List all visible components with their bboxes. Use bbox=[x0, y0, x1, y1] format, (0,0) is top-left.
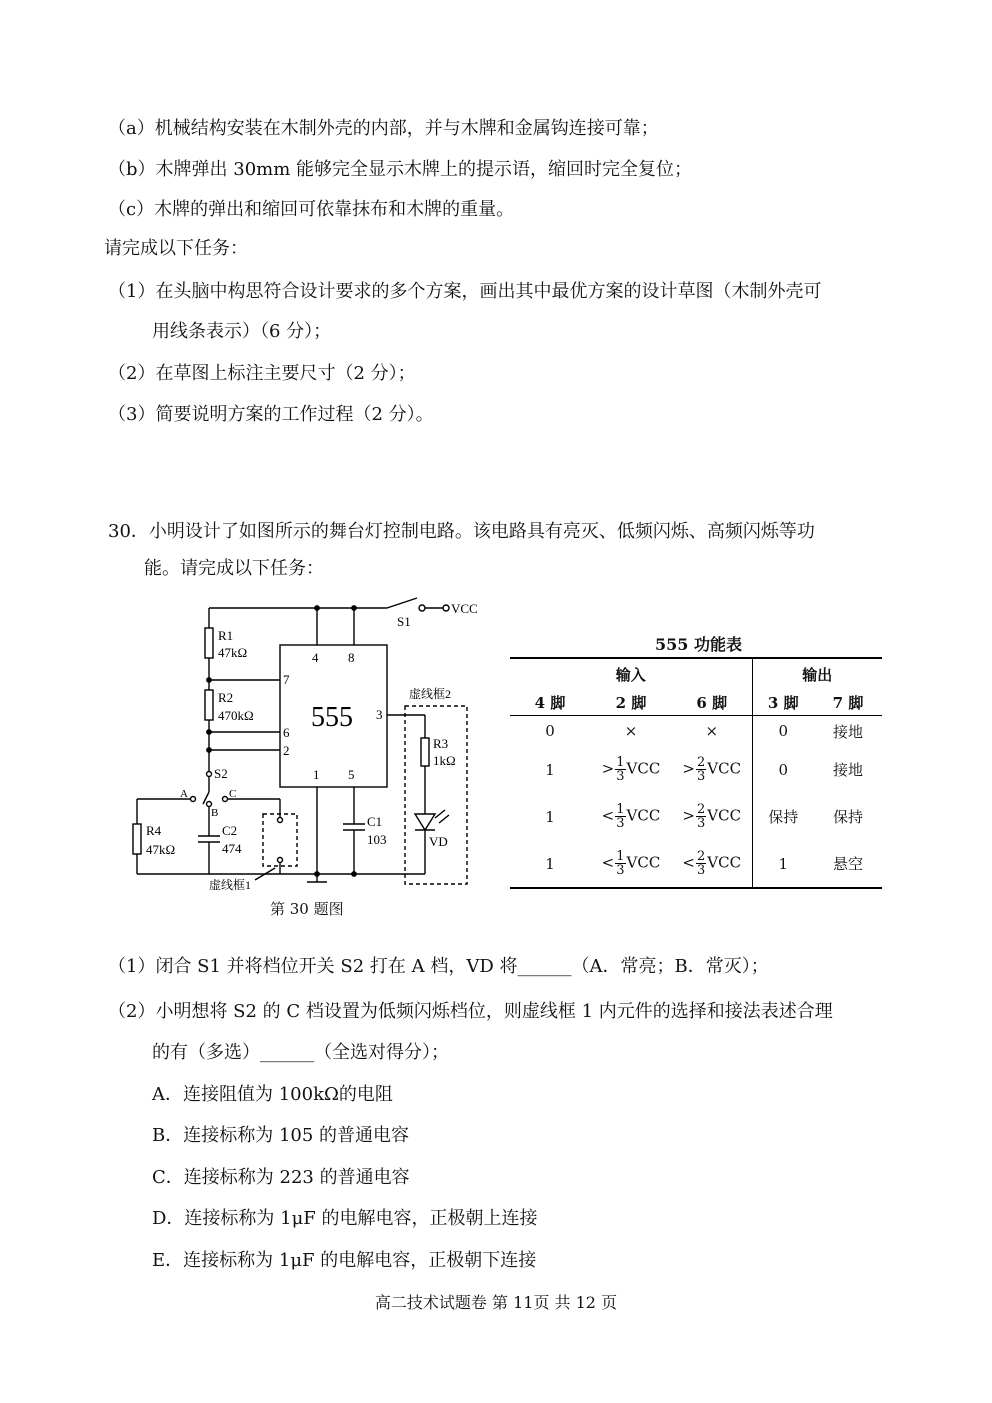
cell-pin4: 1 bbox=[545, 760, 555, 779]
cell-pin7: 接地 bbox=[832, 761, 863, 779]
option-a: A．连接阻值为 100kΩ的电阻 bbox=[152, 1084, 393, 1105]
cell-pin2: < $\frac{1}{3}$ VCC bbox=[590, 840, 672, 888]
header-pin2: 2 脚 bbox=[590, 689, 672, 716]
ic-555-label: 555 bbox=[311, 702, 353, 733]
cell-pin7: 悬空 bbox=[814, 840, 882, 888]
r4-value: 47kΩ bbox=[146, 842, 176, 857]
r3-label: R3 bbox=[433, 736, 449, 751]
cell-pin6: > $\frac{2}{3}$ VCC bbox=[672, 793, 752, 840]
r2-label: R2 bbox=[218, 690, 234, 705]
cell-pin7: 保持 bbox=[832, 808, 863, 826]
sub-question-2: （2）小明想将 S2 的 C 档设置为低频闪烁档位，则虚线框 1 内元件的选择和接法表述合理 bbox=[108, 1001, 833, 1022]
c2-label: C2 bbox=[222, 823, 238, 838]
cell-pin6: × bbox=[672, 716, 752, 747]
cell-pin4: 0 bbox=[545, 722, 555, 740]
s2-pos-a: A bbox=[180, 788, 188, 800]
requirement-a: （a）机械结构安装在木制外壳的内部，并与木牌和金属钩连接可靠； bbox=[108, 118, 659, 139]
s2-label: S2 bbox=[214, 766, 228, 781]
r1-label: R1 bbox=[218, 628, 234, 643]
group-input: 输入 bbox=[510, 658, 752, 689]
circuit-diagram bbox=[125, 592, 485, 892]
function-table bbox=[510, 657, 882, 889]
cell-pin3: 0 bbox=[778, 760, 789, 779]
header-pin7: 7 脚 bbox=[814, 689, 882, 716]
option-d: D．连接标称为 1μF 的电解电容，正极朝上连接 bbox=[152, 1208, 538, 1229]
option-c: C．连接标称为 223 的普通电容 bbox=[152, 1167, 410, 1188]
requirement-b: （b）木牌弹出 30mm 能够完全显示木牌上的提示语，缩回时完全复位； bbox=[108, 159, 693, 180]
table-row bbox=[510, 840, 882, 888]
page-footer: 高二技术试题卷 第 11页 共 12 页 bbox=[374, 1293, 618, 1312]
pin-1: 1 bbox=[313, 767, 320, 782]
cell-pin7: 接地 bbox=[832, 722, 863, 741]
header-pin3: 3 脚 bbox=[752, 689, 814, 716]
option-e: E．连接标称为 1μF 的电解电容，正极朝下连接 bbox=[152, 1250, 537, 1271]
task-3: （3）简要说明方案的工作过程（2 分）。 bbox=[108, 404, 434, 425]
sub-question-1: （1）闭合 S1 并将档位开关 S2 打在 A 档，VD 将______（A．常亮；B．常灭）； bbox=[108, 956, 769, 977]
option-b: B．连接标称为 105 的普通电容 bbox=[152, 1125, 410, 1146]
pin-8: 8 bbox=[348, 650, 355, 665]
cell-pin6: > $\frac{2}{3}$ VCC bbox=[672, 746, 752, 793]
group-output: 输出 bbox=[752, 658, 882, 689]
r3-value: 1kΩ bbox=[433, 753, 456, 768]
dashed-box-1-label: 虚线框1 bbox=[209, 878, 252, 892]
r2-value: 470kΩ bbox=[218, 708, 254, 723]
task-2: （2）在草图上标注主要尺寸（2 分）； bbox=[108, 363, 416, 384]
cell-pin3: 1 bbox=[752, 840, 814, 888]
s2-pos-b: B bbox=[211, 807, 219, 819]
table-row bbox=[510, 716, 882, 747]
task-1: （1）在头脑中构思符合设计要求的多个方案，画出其中最优方案的设计草图（木制外壳可 bbox=[108, 281, 822, 302]
c1-value: 103 bbox=[367, 832, 387, 847]
cell-pin4: 1 bbox=[545, 807, 555, 826]
question-30-stem: 30．小明设计了如图所示的舞台灯控制电路。该电路具有亮灭、低频闪烁、高频闪烁等功 bbox=[108, 521, 815, 542]
dashed-box-2-label: 虚线框2 bbox=[409, 687, 452, 701]
cell-pin6: < $\frac{2}{3}$ VCC bbox=[672, 840, 752, 888]
pin-5: 5 bbox=[348, 767, 355, 782]
question-30-stem-cont: 能。请完成以下任务： bbox=[144, 558, 324, 579]
sub-question-2-cont: 的有（多选）______（全选对得分）； bbox=[152, 1042, 449, 1063]
c2-value: 474 bbox=[222, 841, 242, 856]
c1-label: C1 bbox=[367, 814, 383, 829]
table-title: 555 功能表 bbox=[655, 635, 742, 654]
requirement-c: （c）木牌的弹出和缩回可依靠抹布和木牌的重量。 bbox=[108, 199, 515, 220]
cell-pin4: 1 bbox=[510, 840, 590, 888]
header-pin6: 6 脚 bbox=[672, 689, 752, 716]
s2-pos-c: C bbox=[229, 788, 237, 800]
header-pin4: 4 脚 bbox=[510, 689, 590, 716]
cell-pin3: 保持 bbox=[768, 808, 799, 826]
cell-pin2: × bbox=[624, 722, 638, 740]
task-intro: 请完成以下任务： bbox=[104, 238, 248, 259]
pin-3: 3 bbox=[376, 707, 383, 722]
r4-label: R4 bbox=[146, 823, 162, 838]
cell-pin2: > $\frac{1}{3}$ VCC bbox=[601, 755, 661, 784]
vd-label: VD bbox=[429, 834, 448, 849]
table-row bbox=[510, 793, 882, 840]
r1-value: 47kΩ bbox=[218, 645, 248, 660]
cell-pin2: < $\frac{1}{3}$ VCC bbox=[601, 802, 661, 831]
pin-2: 2 bbox=[283, 743, 290, 758]
pin-6: 6 bbox=[283, 725, 290, 740]
s1-label: S1 bbox=[397, 614, 411, 629]
pin-4: 4 bbox=[312, 650, 319, 665]
vcc-label: VCC bbox=[451, 601, 478, 616]
figure-caption: 第 30 题图 bbox=[270, 900, 344, 918]
task-1-cont: 用线条表示）（6 分）； bbox=[152, 321, 332, 342]
table-row bbox=[510, 746, 882, 793]
pin-7: 7 bbox=[283, 672, 290, 687]
cell-pin3: 0 bbox=[778, 722, 789, 740]
